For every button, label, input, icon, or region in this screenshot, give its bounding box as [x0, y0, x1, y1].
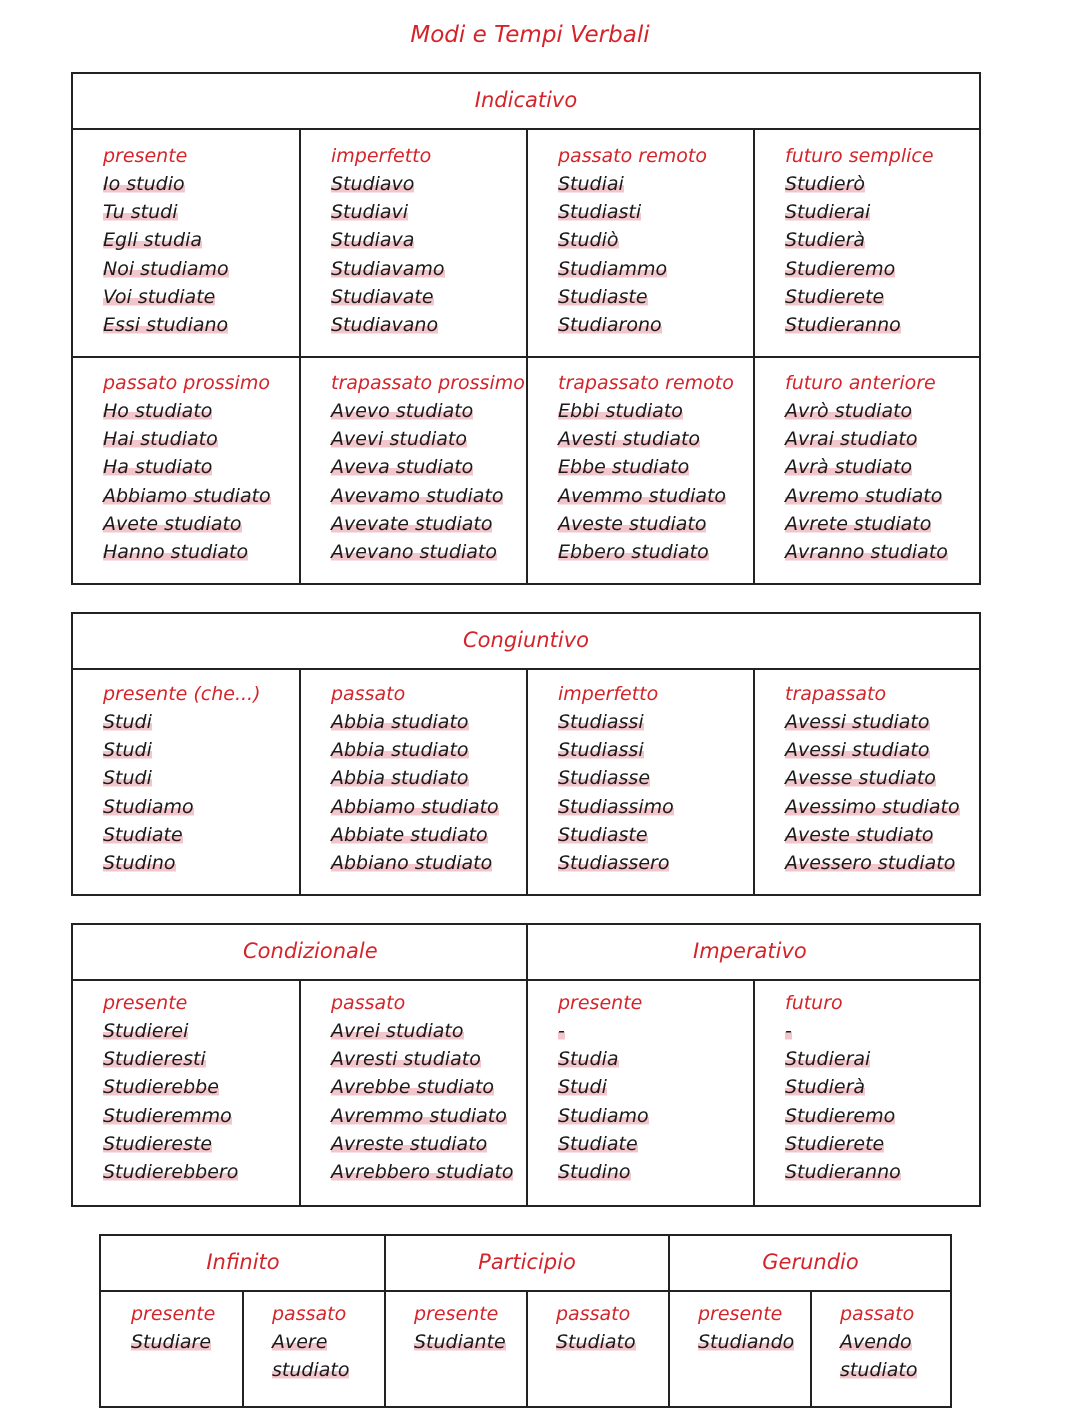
verb-form-text: Avere: [272, 1331, 328, 1353]
verb-form: [103, 1158, 238, 1186]
verb-form-text: Studierà: [785, 229, 866, 252]
verb-form-text: Studiavamo: [331, 257, 445, 280]
verb-form: [103, 311, 229, 339]
indicativo-heading: Indicativo: [474, 88, 578, 112]
verb-form-text: Studiarono: [558, 313, 662, 336]
verb-form-text: Studiereste: [103, 1132, 213, 1155]
verb-form: [558, 1073, 649, 1101]
verb-form-text: Avrà studiato: [785, 456, 913, 479]
verb-form: [331, 538, 525, 566]
verb-form-text: studiato: [272, 1359, 350, 1382]
verb-form-text: Abbiamo studiato: [331, 795, 499, 818]
verb-form: [331, 736, 499, 764]
tense-label: presente: [103, 145, 188, 167]
verb-form: [558, 764, 674, 792]
verb-form: [558, 1130, 649, 1158]
verb-form-text: Voi studiate: [103, 285, 216, 308]
verb-form-text: Studino: [103, 851, 176, 874]
verb-form: [331, 482, 525, 510]
verb-form: [103, 1130, 238, 1158]
gerundio-presente-cell: [668, 1300, 794, 1356]
condizionale-imperativo-table: [71, 923, 981, 1207]
verb-form-text: Avevo studiato: [331, 400, 474, 422]
verb-form: [331, 198, 445, 226]
tense-label: passato remoto: [558, 145, 707, 167]
infinito-heading: Infinito: [206, 1250, 280, 1274]
verb-form: [331, 1073, 513, 1101]
verb-form-text: Studiassi: [558, 711, 644, 733]
verb-form: [331, 1045, 513, 1073]
verb-form-text: Avesti studiato: [558, 428, 701, 451]
verb-form: [558, 198, 707, 226]
verb-form: [103, 1017, 238, 1045]
verb-form: [785, 1130, 901, 1158]
verb-form-text: Studiate: [558, 1132, 638, 1155]
verb-form: [558, 510, 734, 538]
verb-form-text: Studieremmo: [103, 1104, 232, 1127]
verb-form: [556, 1328, 636, 1356]
verb-form: [785, 482, 948, 510]
condizionale-presente-cell: [73, 989, 238, 1186]
verb-form-text: Avrei studiato: [331, 1020, 464, 1042]
verb-form-text: Egli studia: [103, 229, 203, 252]
tense-label: passato: [556, 1303, 631, 1325]
verb-form: [103, 821, 261, 849]
verb-form: [103, 1045, 238, 1073]
tense-label: passato: [331, 992, 406, 1014]
verb-form: [331, 1102, 513, 1130]
verb-form-text: Studiava: [331, 229, 415, 252]
verb-form-text: Abbia studiato: [331, 767, 469, 790]
verb-form-text: Ha studiato: [103, 456, 213, 479]
verb-form-text: Avevi studiato: [331, 428, 467, 451]
verb-form-text: Studiai: [558, 173, 624, 195]
verb-form: [558, 425, 734, 453]
verb-form-text: Abbiamo studiato: [103, 484, 271, 507]
verb-form: [103, 170, 229, 198]
verb-form: [698, 1328, 794, 1356]
modi-indefiniti-header: [101, 1236, 950, 1292]
modi-indefiniti-table: [99, 1234, 952, 1408]
verb-form: [558, 283, 707, 311]
tense-label: presente (che...): [103, 683, 261, 705]
verb-form: [331, 821, 499, 849]
verb-form-text: Avrebbero studiato: [331, 1160, 514, 1183]
verb-form: [785, 764, 960, 792]
verb-form: [103, 510, 271, 538]
verb-form: [331, 849, 499, 877]
verb-form: [331, 764, 499, 792]
verb-form: [103, 453, 271, 481]
tense-label: presente: [558, 992, 643, 1014]
congiuntivo-heading: Congiuntivo: [463, 628, 589, 652]
tense-label: trapassato prossimo: [331, 372, 525, 394]
verb-form: [331, 311, 445, 339]
verb-form-text: Studi: [103, 711, 152, 733]
verb-form: [785, 311, 934, 339]
verb-form-text: Studiato: [556, 1331, 636, 1353]
verb-form-text: Avessimo studiato: [785, 795, 960, 818]
verb-form: [103, 397, 271, 425]
imperativo-presente-cell: [528, 989, 649, 1186]
verb-form-text: Studierebbe: [103, 1076, 219, 1099]
verb-form: [840, 1356, 917, 1384]
verb-form-text: Studi: [558, 1076, 607, 1099]
verb-form: [331, 708, 499, 736]
verb-form-text: Studierà: [785, 1076, 866, 1099]
verb-form-text: Studiassi: [558, 739, 644, 762]
participio-passato-cell: [526, 1300, 636, 1356]
verb-form: [558, 311, 707, 339]
verb-form: [785, 1073, 901, 1101]
verb-form: [785, 1158, 901, 1186]
indicativo-passato-prossimo-cell: [73, 369, 271, 566]
verb-form: [558, 1017, 649, 1045]
indicativo-table: [71, 72, 981, 585]
tense-label: imperfetto: [558, 683, 659, 705]
verb-form-text: Abbiano studiato: [331, 851, 493, 874]
verb-form-text: Studiamo: [558, 1104, 649, 1127]
congiuntivo-imperfetto-cell: [528, 680, 674, 877]
verb-form-text: Studiare: [131, 1331, 212, 1353]
verb-form-text: Studierete: [785, 285, 885, 308]
verb-form: [272, 1328, 349, 1356]
verb-form: [558, 1045, 649, 1073]
verb-form-text: -: [785, 1020, 792, 1042]
verb-form-text: Ebbi studiato: [558, 400, 683, 422]
verb-form-text: Studierai: [785, 201, 871, 224]
verb-form-text: Studierete: [785, 1132, 885, 1155]
verb-form: [103, 255, 229, 283]
verb-form-text: Avesse studiato: [785, 767, 936, 790]
verb-form-text: Studiavano: [331, 313, 439, 336]
verb-form: [331, 397, 525, 425]
verb-form-text: Avendo: [840, 1331, 912, 1353]
verb-form-text: Studiavo: [331, 173, 415, 195]
verb-form: [103, 538, 271, 566]
verb-form-text: Avrete studiato: [785, 512, 932, 535]
verb-form: [785, 538, 948, 566]
gerundio-heading: Gerundio: [762, 1250, 859, 1274]
verb-form-text: Aveva studiato: [331, 456, 474, 479]
verb-form: [785, 793, 960, 821]
indicativo-futuro-semplice-cell: [755, 142, 934, 339]
verb-form-text: Avessi studiato: [785, 711, 930, 733]
verb-form-text: -: [558, 1020, 565, 1042]
indicativo-trapassato-remoto-cell: [528, 369, 734, 566]
verb-form: [103, 198, 229, 226]
verb-form-text: Avrai studiato: [785, 428, 918, 451]
verb-form-text: Avremmo studiato: [331, 1104, 507, 1127]
verb-form: [103, 482, 271, 510]
verb-form: [558, 170, 707, 198]
verb-form-text: Studieremo: [785, 1104, 896, 1127]
verb-form-text: Avevano studiato: [331, 540, 497, 563]
verb-form-text: Avevate studiato: [331, 512, 493, 535]
tense-label: trapassato remoto: [558, 372, 734, 394]
verb-form: [103, 425, 271, 453]
verb-form: [558, 1102, 649, 1130]
tense-label: futuro: [785, 992, 843, 1014]
verb-form: [785, 849, 960, 877]
tense-label: passato: [272, 1303, 347, 1325]
verb-form: [785, 736, 960, 764]
verb-form: [785, 1102, 901, 1130]
verb-form: [103, 283, 229, 311]
verb-form: [331, 1130, 513, 1158]
verb-form: [331, 1017, 513, 1045]
verb-form-text: Aveste studiato: [558, 512, 707, 535]
verb-form: [272, 1356, 349, 1384]
verb-form-text: Studiaste: [558, 823, 648, 846]
verb-form-text: Avete studiato: [103, 512, 242, 535]
verb-form-text: Studiante: [414, 1331, 506, 1353]
gerundio-passato-cell: [810, 1300, 917, 1384]
participio-presente-cell: [384, 1300, 506, 1356]
verb-form-text: Studierebbero: [103, 1160, 239, 1183]
indicativo-trapassato-prossimo-cell: [301, 369, 525, 566]
verb-form: [103, 736, 261, 764]
indicativo-futuro-anteriore-cell: [755, 369, 948, 566]
verb-form-text: Studi: [103, 739, 152, 762]
infinito-presente-cell: [101, 1300, 215, 1356]
indicativo-imperfetto-cell: [301, 142, 445, 339]
verb-form-text: Avresti studiato: [331, 1048, 481, 1071]
verb-form: [331, 255, 445, 283]
verb-form: [331, 425, 525, 453]
verb-form-text: Studierai: [785, 1048, 871, 1071]
tense-label: passato: [840, 1303, 915, 1325]
imperativo-heading: Imperativo: [693, 939, 807, 963]
verb-form-text: Ho studiato: [103, 400, 213, 422]
verb-form-text: Avemmo studiato: [558, 484, 727, 507]
verb-form-text: Abbia studiato: [331, 739, 469, 762]
verb-form-text: Studieresti: [103, 1048, 206, 1071]
verb-form-text: Studi: [103, 767, 152, 790]
verb-form-text: Tu studi: [103, 201, 178, 224]
verb-form-text: Avrò studiato: [785, 400, 913, 422]
verb-form: [785, 821, 960, 849]
verb-form: [331, 510, 525, 538]
verb-form: [558, 821, 674, 849]
tense-label: futuro semplice: [785, 145, 934, 167]
verb-form-text: Studiò: [558, 229, 619, 252]
verb-form-text: Studiavate: [331, 285, 434, 308]
verb-form-text: Abbiate studiato: [331, 823, 488, 846]
verb-form-text: Noi studiamo: [103, 257, 229, 280]
verb-form-text: Studiaste: [558, 285, 648, 308]
verb-form: [331, 283, 445, 311]
verb-form: [558, 538, 734, 566]
verb-form-text: Studia: [558, 1048, 619, 1071]
verb-form-text: Hai studiato: [103, 428, 218, 451]
condizionale-passato-cell: [301, 989, 513, 1186]
tense-label: presente: [131, 1303, 216, 1325]
verb-form-text: Ebbe studiato: [558, 456, 690, 479]
verb-form-text: Avessero studiato: [785, 851, 956, 874]
verb-form-text: Studiamo: [103, 795, 194, 818]
verb-form: [103, 764, 261, 792]
congiuntivo-presente-cell: [73, 680, 261, 877]
congiuntivo-table: [71, 612, 981, 896]
verb-form: [785, 510, 948, 538]
verb-form-text: Studiavi: [331, 201, 409, 224]
verb-form-text: studiato: [840, 1359, 918, 1382]
verb-form: [414, 1328, 506, 1356]
tense-label: passato prossimo: [103, 372, 270, 394]
imperativo-futuro-cell: [755, 989, 901, 1186]
verb-form-text: Studiassimo: [558, 795, 674, 818]
verb-form: [558, 397, 734, 425]
congiuntivo-trapassato-cell: [755, 680, 960, 877]
verb-form-text: Studierò: [785, 173, 866, 195]
verb-form-text: Aveste studiato: [785, 823, 934, 846]
verb-form: [331, 170, 445, 198]
verb-form-text: Studiammo: [558, 257, 668, 280]
verb-form-text: Studiassero: [558, 851, 670, 874]
verb-form-text: Avessi studiato: [785, 739, 930, 762]
verb-form: [331, 226, 445, 254]
verb-form-text: Studiando: [698, 1331, 795, 1353]
verb-form-text: Abbia studiato: [331, 711, 469, 733]
verb-form: [103, 1102, 238, 1130]
verb-form: [558, 849, 674, 877]
verb-form: [331, 1158, 513, 1186]
verb-form: [785, 425, 948, 453]
verb-form-text: Avranno studiato: [785, 540, 948, 563]
verb-form: [558, 736, 674, 764]
tense-label: futuro anteriore: [785, 372, 936, 394]
verb-form: [558, 708, 674, 736]
verb-form: [785, 708, 960, 736]
verb-form-text: Essi studiano: [103, 313, 229, 336]
verb-form: [558, 453, 734, 481]
verb-form-text: Studieranno: [785, 313, 901, 336]
verb-form: [785, 170, 934, 198]
verb-form-text: Studiate: [103, 823, 183, 846]
verb-form: [103, 793, 261, 821]
verb-form-text: Ebbero studiato: [558, 540, 709, 563]
verb-form: [558, 226, 707, 254]
verb-form: [785, 255, 934, 283]
verb-form: [331, 793, 499, 821]
congiuntivo-header: [73, 614, 979, 670]
tense-label: trapassato: [785, 683, 887, 705]
infinito-passato-cell: [242, 1300, 349, 1384]
page-title: Modi e Tempi Verbali: [410, 22, 650, 48]
verb-form: [785, 453, 948, 481]
verb-form: [785, 283, 934, 311]
verb-form-text: Io studio: [103, 173, 185, 195]
verb-form: [103, 849, 261, 877]
verb-form-text: Studiasse: [558, 767, 651, 790]
tense-label: presente: [698, 1303, 783, 1325]
indicativo-passato-remoto-cell: [528, 142, 707, 339]
verb-form: [785, 226, 934, 254]
verb-form-text: Studieranno: [785, 1160, 901, 1183]
verb-form: [103, 1073, 238, 1101]
verb-form: [785, 1017, 901, 1045]
verb-form: [131, 1328, 215, 1356]
verb-form: [840, 1328, 917, 1356]
verb-form-text: Avrebbe studiato: [331, 1076, 495, 1099]
tense-label: passato: [331, 683, 406, 705]
verb-form: [103, 708, 261, 736]
verb-form: [558, 482, 734, 510]
verb-form-text: Avremo studiato: [785, 484, 943, 507]
tense-label: presente: [103, 992, 188, 1014]
verb-form-text: Studieremo: [785, 257, 896, 280]
verb-form-text: Studierei: [103, 1020, 189, 1042]
verb-form: [558, 1158, 649, 1186]
condizionale-heading: Condizionale: [243, 939, 378, 963]
verb-form: [785, 397, 948, 425]
verb-form-text: Hanno studiato: [103, 540, 249, 563]
congiuntivo-passato-cell: [301, 680, 499, 877]
verb-form: [785, 1045, 901, 1073]
indicativo-header: [73, 74, 979, 130]
verb-form-text: Studiasti: [558, 201, 642, 224]
verb-form-text: Studino: [558, 1160, 631, 1183]
verb-form: [785, 198, 934, 226]
verb-form-text: Avevamo studiato: [331, 484, 504, 507]
verb-form: [331, 453, 525, 481]
verb-form-text: Avreste studiato: [331, 1132, 488, 1155]
verb-form: [103, 226, 229, 254]
participio-heading: Participio: [478, 1250, 576, 1274]
indicativo-presente-cell: [73, 142, 229, 339]
tense-label: imperfetto: [331, 145, 432, 167]
verb-form: [558, 255, 707, 283]
verb-form: [558, 793, 674, 821]
tense-label: presente: [414, 1303, 499, 1325]
